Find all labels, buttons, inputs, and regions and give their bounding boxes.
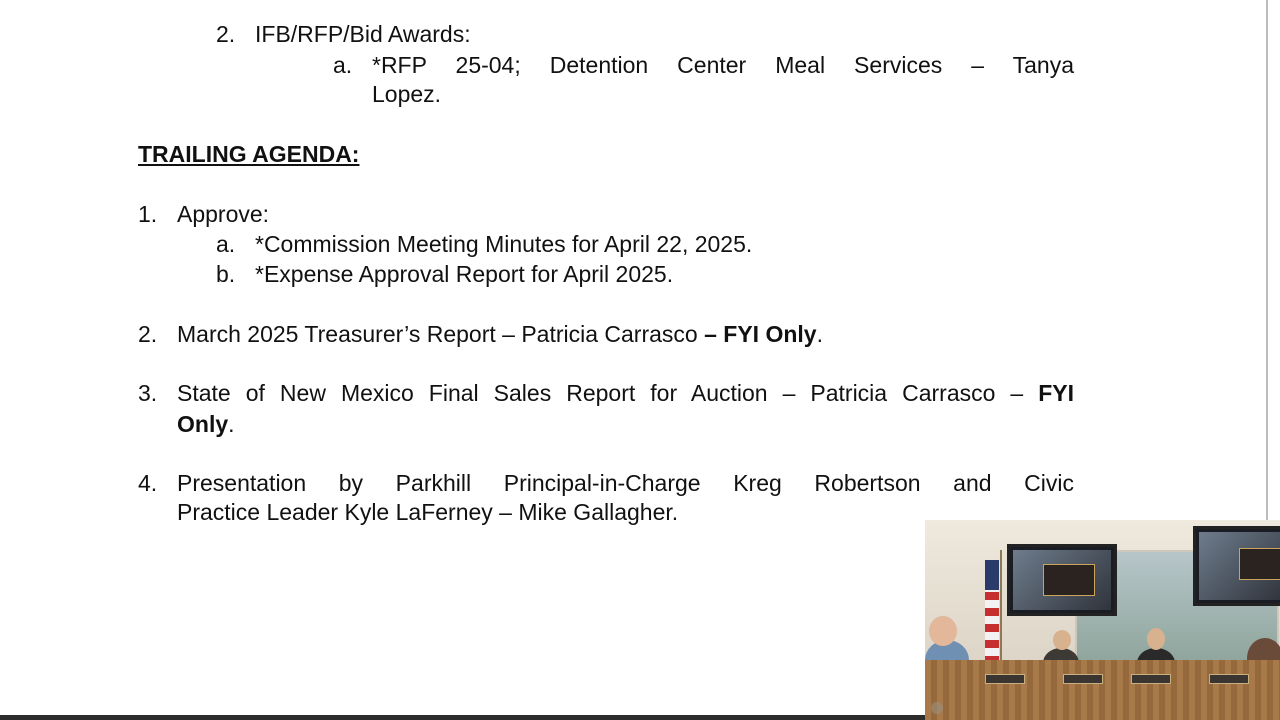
- subitem-text: *Expense Approval Report for April 2025.: [255, 261, 674, 287]
- item-text-end: .: [816, 321, 823, 347]
- us-flag: [985, 560, 999, 670]
- subitem-text: *Commission Meeting Minutes for April 22, 2025.: [255, 231, 753, 257]
- item-text-plain: March 2025 Treasurer’s Report – Patricia Carrasco: [177, 321, 698, 347]
- item-label: IFB/RFP/Bid Awards:: [255, 21, 471, 47]
- wall-monitor-right: [1193, 526, 1280, 606]
- dais: [925, 660, 1280, 720]
- nameplate: [1209, 674, 1249, 684]
- item-text-plain: State of New Mexico Final Sales Report for Auction – Patricia Carrasco –: [177, 380, 1024, 406]
- item-number: 4.: [138, 470, 158, 496]
- item-text-end: .: [228, 411, 235, 437]
- item-number: 3.: [138, 380, 158, 406]
- meeting-video-inset[interactable]: [925, 520, 1280, 720]
- section-heading: TRAILING AGENDA:: [138, 141, 360, 167]
- commissioner-head: [929, 616, 957, 646]
- commissioner-head: [1147, 628, 1165, 650]
- only-label: Only: [177, 411, 229, 437]
- commissioner-head: [1053, 630, 1071, 650]
- nameplate: [1063, 674, 1103, 684]
- nameplate: [1131, 674, 1171, 684]
- item-text: [177, 378, 1074, 408]
- subitem-letter: b.: [216, 261, 236, 287]
- item-text-continued: [177, 409, 235, 439]
- item-label: Approve:: [177, 201, 270, 227]
- county-logo-on-screen: [1043, 564, 1095, 596]
- item-text-continued: Practice Leader Kyle LaFerney – Mike Gallagher.: [177, 499, 679, 525]
- item-number: 2.: [216, 21, 236, 47]
- subitem-text: *RFP 25-04; Detention Center Meal Services – Tanya: [372, 52, 1074, 78]
- fyi-only-label: – FYI Only: [704, 321, 817, 347]
- item-number: 2.: [138, 321, 158, 347]
- item-text: [177, 319, 823, 349]
- county-logo-on-screen: [1239, 548, 1280, 580]
- wall-monitor-left: [1007, 544, 1117, 616]
- item-number: 1.: [138, 201, 158, 227]
- subitem-letter: a.: [333, 52, 353, 78]
- subitem-letter: a.: [216, 231, 236, 257]
- item-text: Presentation by Parkhill Principal-in-Charge Kreg Robertson and Civic: [177, 470, 1074, 496]
- nameplate: [985, 674, 1025, 684]
- subitem-text-continued: Lopez.: [372, 81, 442, 107]
- fyi-label: FYI: [1038, 380, 1074, 406]
- video-watermark-icon: [931, 702, 943, 714]
